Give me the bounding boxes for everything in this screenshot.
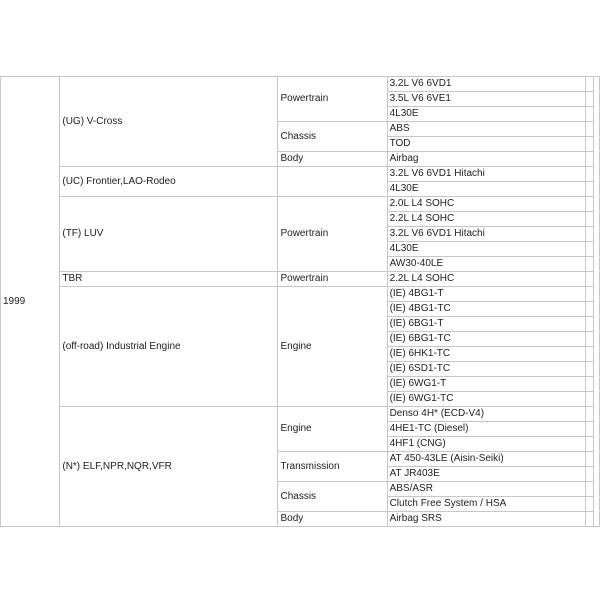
spacer-cell xyxy=(586,77,594,92)
component-cell: Airbag SRS xyxy=(387,512,585,527)
category-cell: Transmission xyxy=(278,452,387,482)
component-cell: Denso 4H* (ECD-V4) xyxy=(387,407,585,422)
component-cell: (IE) 4BG1-TC xyxy=(387,302,585,317)
category-cell: Chassis xyxy=(278,122,387,152)
component-cell: 3.5L V6 6VE1 xyxy=(387,92,585,107)
component-cell: (IE) 6WG1-T xyxy=(387,377,585,392)
table-edge-cell xyxy=(593,77,599,527)
model-cell: (UG) V-Cross xyxy=(60,77,278,167)
component-cell: (IE) 6BG1-T xyxy=(387,317,585,332)
table-row xyxy=(1,407,600,422)
spacer-cell xyxy=(586,257,594,272)
model-cell: (UC) Frontier,LAO-Rodeo xyxy=(60,167,278,197)
spacer-cell xyxy=(586,167,594,182)
component-cell: AW30-40LE xyxy=(387,257,585,272)
spacer-cell xyxy=(586,362,594,377)
spacer-cell xyxy=(586,212,594,227)
spacer-cell xyxy=(586,332,594,347)
spacer-cell xyxy=(586,497,594,512)
component-cell: 4L30E xyxy=(387,242,585,257)
spacer-cell xyxy=(586,452,594,467)
component-cell: ABS/ASR xyxy=(387,482,585,497)
spacer-cell xyxy=(586,107,594,122)
spacer-cell xyxy=(586,407,594,422)
spacer-cell xyxy=(586,92,594,107)
model-cell: (TF) LUV xyxy=(60,197,278,272)
component-cell: (IE) 6HK1-TC xyxy=(387,347,585,362)
year-cell: 1999 xyxy=(1,77,60,527)
spacer-cell xyxy=(586,272,594,287)
component-cell: AT JR403E xyxy=(387,467,585,482)
spacer-cell xyxy=(586,317,594,332)
model-cell: TBR xyxy=(60,272,278,287)
spacer-cell xyxy=(586,512,594,527)
component-cell: Clutch Free System / HSA xyxy=(387,497,585,512)
spacer-cell xyxy=(586,422,594,437)
component-cell: TOD xyxy=(387,137,585,152)
spacer-cell xyxy=(586,392,594,407)
spacer-cell xyxy=(586,227,594,242)
component-cell: 2.0L L4 SOHC xyxy=(387,197,585,212)
component-cell: 4HE1-TC (Diesel) xyxy=(387,422,585,437)
component-cell: 3.2L V6 6VD1 Hitachi xyxy=(387,227,585,242)
component-cell: 4L30E xyxy=(387,107,585,122)
spacer-cell xyxy=(586,302,594,317)
table-row xyxy=(1,77,600,92)
spacer-cell xyxy=(586,137,594,152)
category-cell: Engine xyxy=(278,407,387,452)
component-cell: (IE) 6BG1-TC xyxy=(387,332,585,347)
component-cell: 3.2L V6 6VD1 Hitachi xyxy=(387,167,585,182)
spacer-cell xyxy=(586,122,594,137)
category-cell: Engine xyxy=(278,287,387,407)
category-cell: Chassis xyxy=(278,482,387,512)
spacer-cell xyxy=(586,377,594,392)
category-cell: Powertrain xyxy=(278,272,387,287)
model-cell: (off-road) Industrial Engine xyxy=(60,287,278,407)
category-cell: Body xyxy=(278,152,387,167)
component-cell: ABS xyxy=(387,122,585,137)
table-row xyxy=(1,167,600,182)
spacer-cell xyxy=(586,482,594,497)
component-cell: 4L30E xyxy=(387,182,585,197)
spacer-cell xyxy=(586,242,594,257)
category-cell: Powertrain xyxy=(278,77,387,122)
model-cell: (N*) ELF,NPR,NQR,VFR xyxy=(60,407,278,527)
component-cell: (IE) 4BG1-T xyxy=(387,287,585,302)
table-body xyxy=(1,77,600,527)
category-cell: Powertrain xyxy=(278,197,387,272)
spacer-cell xyxy=(586,197,594,212)
component-cell: 2.2L L4 SOHC xyxy=(387,272,585,287)
spacer-cell xyxy=(586,437,594,452)
spacer-cell xyxy=(586,347,594,362)
component-cell: (IE) 6SD1-TC xyxy=(387,362,585,377)
component-cell: Airbag xyxy=(387,152,585,167)
component-cell: 3.2L V6 6VD1 xyxy=(387,77,585,92)
spacer-cell xyxy=(586,287,594,302)
category-cell: Body xyxy=(278,512,387,527)
component-cell: AT 450-43LE (Aisin-Seiki) xyxy=(387,452,585,467)
component-cell: (IE) 6WG1-TC xyxy=(387,392,585,407)
spacer-cell xyxy=(586,467,594,482)
spacer-cell xyxy=(586,152,594,167)
component-cell: 2.2L L4 SOHC xyxy=(387,212,585,227)
table-row xyxy=(1,287,600,302)
category-cell xyxy=(278,167,387,197)
vehicle-applications-table xyxy=(0,76,600,527)
component-cell: 4HF1 (CNG) xyxy=(387,437,585,452)
table-row xyxy=(1,272,600,287)
spacer-cell xyxy=(586,182,594,197)
table-row xyxy=(1,197,600,212)
